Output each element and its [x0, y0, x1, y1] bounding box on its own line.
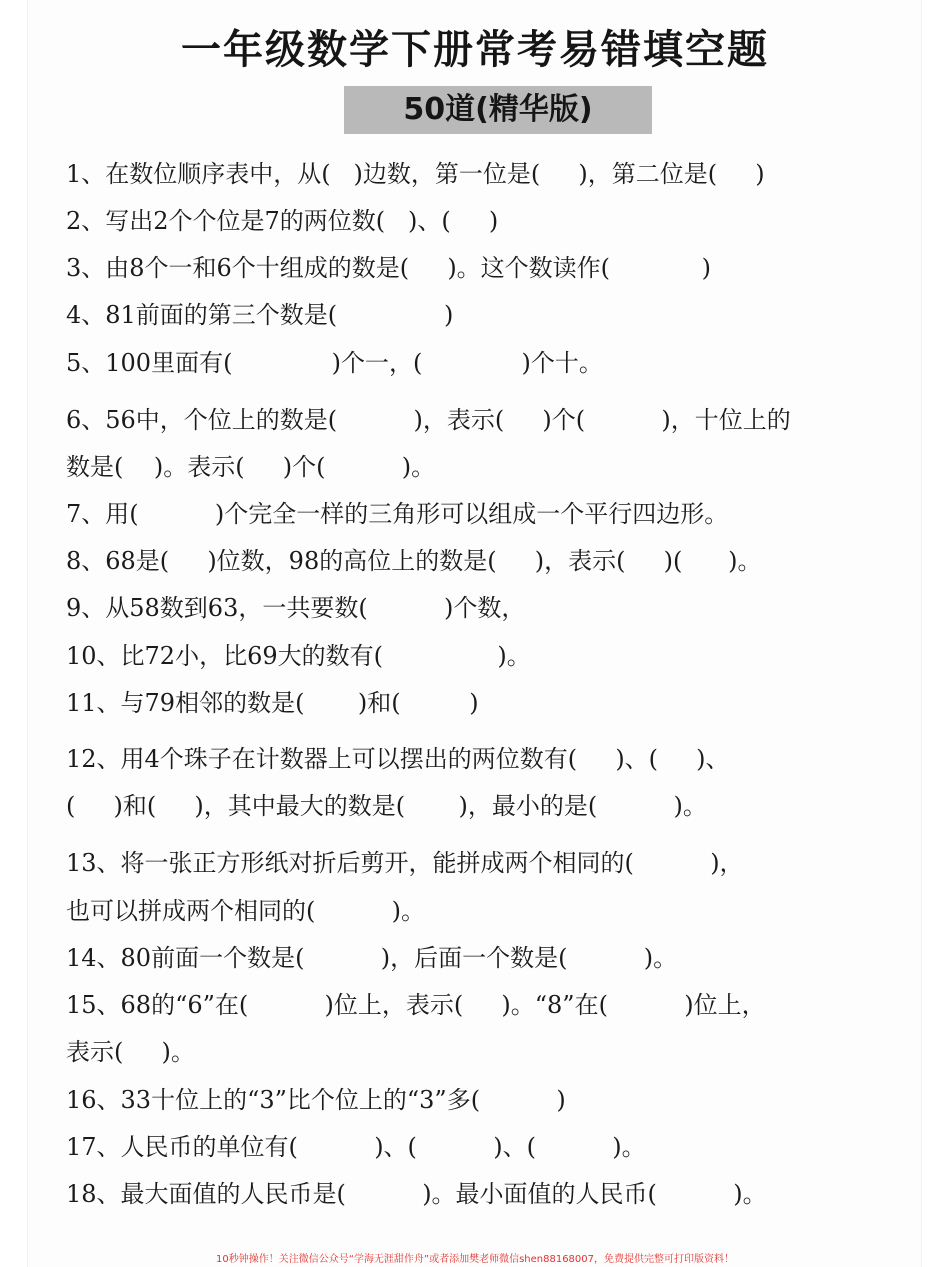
question-line: 6、56中，个位上的数是( )，表示( )个( )，十位上的	[66, 406, 791, 434]
question-line: 3、由8个一和6个十组成的数是( )。这个数读作( )	[66, 254, 711, 282]
question-line: 16、33十位上的“3”比个位上的“3”多( )	[66, 1086, 566, 1114]
question-line: 17、人民币的单位有( )、( )、( )。	[66, 1133, 646, 1161]
question-line: 8、68是( )位数，98的高位上的数是( )，表示( )( )。	[66, 547, 762, 575]
question-line: 13、将一张正方形纸对折后剪开，能拼成两个相同的( )，	[66, 849, 744, 877]
question-line: 2、写出2个个位是7的两位数( )、( )	[66, 207, 499, 235]
question-line: ( )和( )，其中最大的数是( )，最小的是( )。	[66, 792, 707, 820]
question-line: 也可以拼成两个相同的( )。	[66, 897, 426, 925]
question-line: 11、与79相邻的数是( )和( )	[66, 689, 479, 717]
question-line: 4、81前面的第三个数是( )	[66, 301, 454, 329]
question-line: 18、最大面值的人民币是( )。最小面值的人民币( )。	[66, 1180, 767, 1208]
question-line: 9、从58数到63，一共要数( )个数，	[66, 594, 526, 622]
question-line: 12、用4个珠子在计数器上可以摆出的两位数有( )、( )、	[66, 745, 730, 773]
question-line: 14、80前面一个数是( )，后面一个数是( )。	[66, 944, 678, 972]
question-line: 数是( )。表示( )个( )。	[66, 453, 436, 481]
question-line: 7、用( )个完全一样的三角形可以组成一个平行四边形。	[66, 500, 729, 528]
question-line: 1、在数位顺序表中，从( )边数，第一位是( )，第二位是( )	[66, 160, 765, 188]
question-line: 5、100里面有( )个一，( )个十。	[66, 349, 603, 377]
page-title: 一年级数学下册常考易错填空题	[181, 27, 769, 73]
question-line: 10、比72小，比69大的数有( )。	[66, 642, 531, 670]
question-line: 表示( )。	[66, 1038, 195, 1066]
page-subtitle: 50道(精华版)	[403, 92, 593, 127]
question-line: 15、68的“6”在( )位上，表示( )。“8”在( )位上，	[66, 991, 766, 1019]
footer-note: 10秒钟操作！关注微信公众号“学海无涯甜作舟”或者添加樊老师微信shen88168007，免费提供完整可打印版资料！	[215, 1254, 735, 1265]
